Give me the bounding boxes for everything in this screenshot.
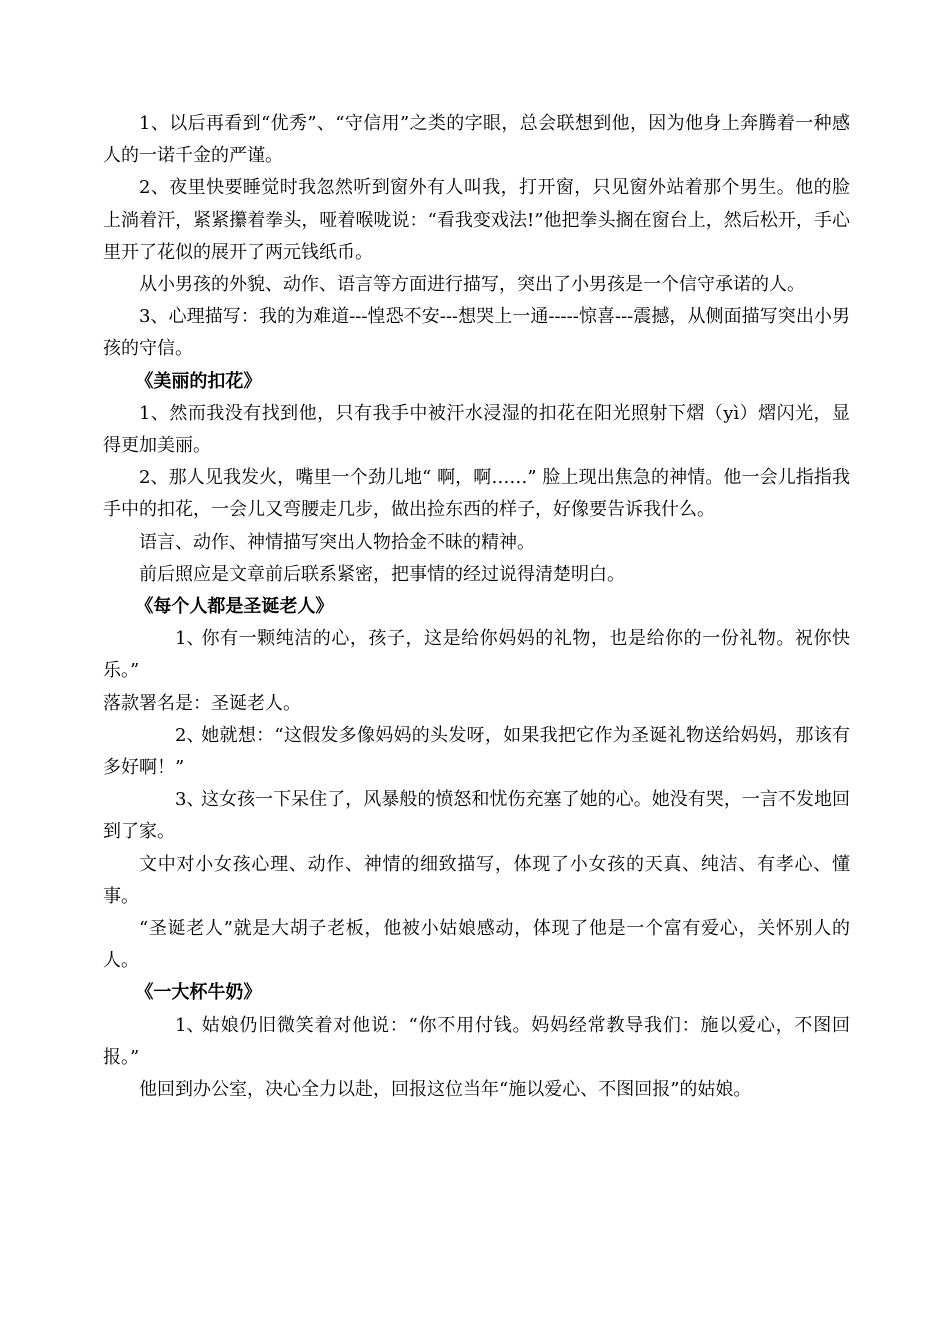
item-text: 姑娘仍旧微笑着对他说：“你不用付钱。妈妈经常教导我们：施以爱心，不图回报。” bbox=[103, 1014, 850, 1068]
numbered-item bbox=[103, 1010, 850, 1074]
numbered-item bbox=[103, 623, 850, 687]
paragraph: “圣诞老人”就是大胡子老板，他被小姑娘感动，体现了他是一个富有爱心，关怀别人的人。 bbox=[103, 918, 850, 972]
paragraph: 2、那人见我发火，嘴里一个劲儿地“ 啊，啊……” 脸上现出焦急的神情。他一会儿指指我手中的扣花，一会儿又弯腰走几步，做出捡东西的样子，好像要告诉我什么。 bbox=[103, 467, 850, 521]
item-text: 这女孩一下呆住了，风暴般的愤怒和忧伤充塞了她的心。她没有哭，一言不发地回到了家。 bbox=[103, 789, 850, 843]
item-text: 你有一颗纯洁的心，孩子，这是给你妈妈的礼物，也是给你的一份礼物。祝你快乐。” bbox=[103, 628, 850, 682]
paragraph: 从小男孩的外貌、动作、语言等方面进行描写，突出了小男孩是一个信守承诺的人。 bbox=[139, 274, 805, 296]
item-number: 3、 bbox=[175, 789, 205, 811]
section-title: 《每个人都是圣诞老人》 bbox=[135, 596, 334, 618]
numbered-item bbox=[103, 784, 850, 848]
paragraph: 3、心理描写：我的为难道---惶恐不安---想哭上一通-----惊喜---震撼，从侧面描写突出小男孩的守信。 bbox=[103, 306, 850, 360]
item-number: 1、 bbox=[175, 1014, 205, 1036]
item-text: 她就想：“这假发多像妈妈的头发呀，如果我把它作为圣诞礼物送给妈妈，那该有多好啊！” bbox=[103, 724, 850, 779]
paragraph: 1、然而我没有找到他，只有我手中被汗水浸湿的扣花在阳光照射下熠（yì）熠闪光，显得更加美丽。 bbox=[103, 402, 850, 457]
paragraph: 落款署名是：圣诞老人。 bbox=[103, 692, 301, 714]
paragraph: 前后照应是文章前后联系紧密，把事情的经过说得清楚明白。 bbox=[139, 563, 625, 585]
paragraph: 1、以后再看到“优秀”、“守信用”之类的字眼，总会联想到他，因为他身上奔腾着一种感人的一诺千金的严谨。 bbox=[103, 113, 850, 167]
paragraph: 2、夜里快要睡觉时我忽然听到窗外有人叫我，打开窗，只见窗外站着那个男生。他的脸上淌着汗，紧紧攥着拳头，哑着喉咙说：“看我变戏法!”他把拳头搁在窗台上，然后松开，手心里开了花似的展开了两元钱纸币。 bbox=[103, 177, 850, 263]
section-title: 《一大杯牛奶》 bbox=[135, 982, 262, 1004]
section-title: 《美丽的扣花》 bbox=[135, 370, 262, 392]
item-number: 2、 bbox=[175, 724, 205, 746]
numbered-item bbox=[103, 720, 850, 784]
paragraph: 语言、动作、神情描写突出人物拾金不昧的精神。 bbox=[139, 531, 535, 553]
paragraph: 他回到办公室，决心全力以赴，回报这位当年“施以爱心、不图回报”的姑娘。 bbox=[139, 1079, 752, 1101]
item-number: 1、 bbox=[175, 628, 205, 650]
paragraph: 文中对小女孩心理、动作、神情的细致描写，体现了小女孩的天真、纯洁、有孝心、懂事。 bbox=[103, 853, 850, 907]
